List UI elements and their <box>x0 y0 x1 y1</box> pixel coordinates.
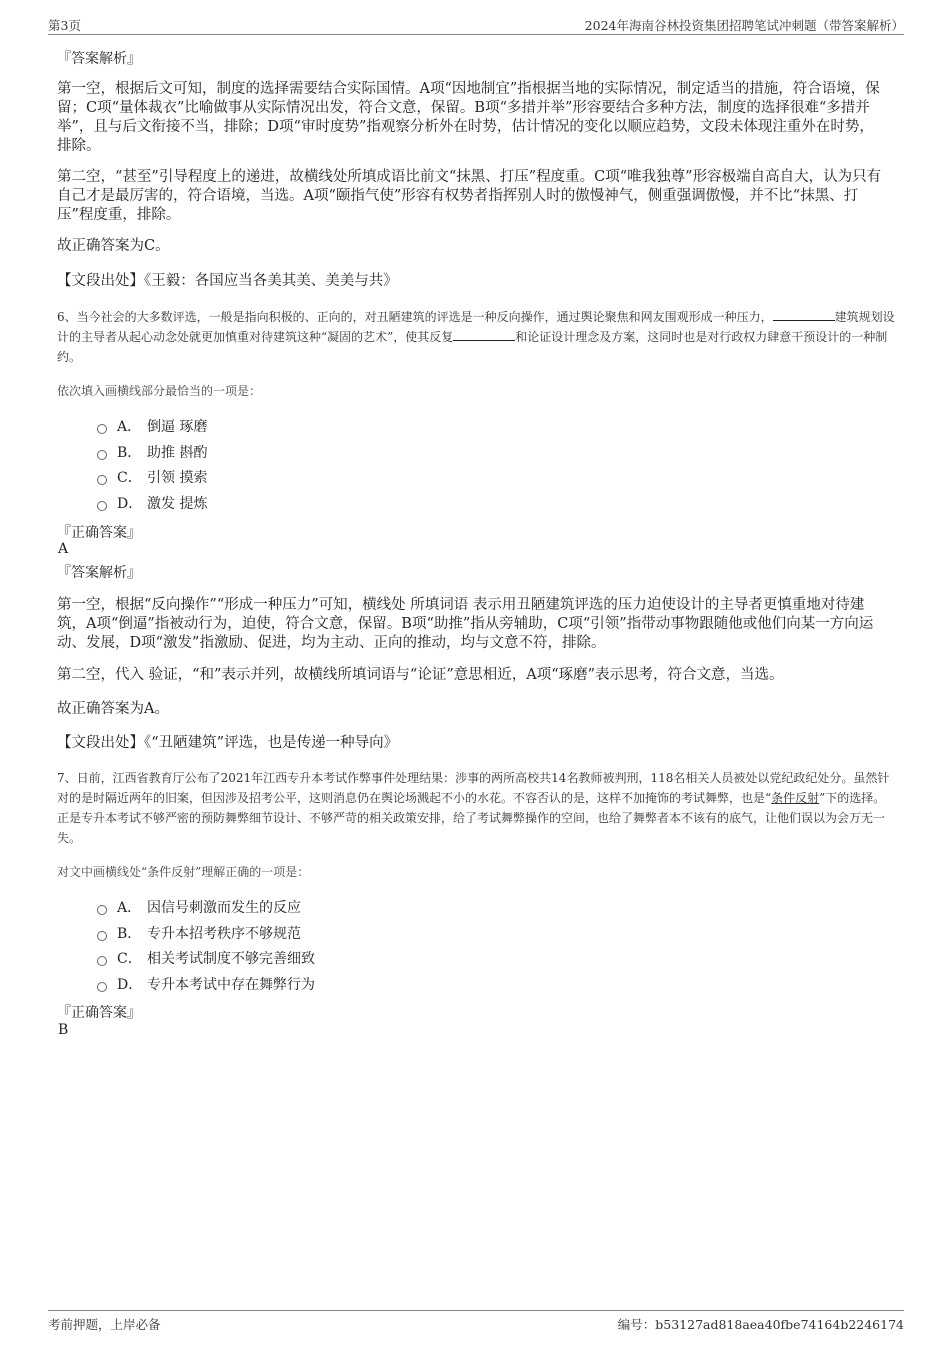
text-source: 【文段出处】《“丑陋建筑”评选，也是传递一种导向》 <box>57 735 399 751</box>
answer-conclusion: 故正确答案为A。 <box>57 701 169 717</box>
question-text: 建筑规划设计的主导者从起心动念处就更加慎重对待建筑这种“凝固的艺术”，使其反复 <box>57 310 895 344</box>
analysis-paragraph: 第一空，根据“反向操作”“形成一种压力”可知，横线处 所填词语 表示用丑陋建筑评选的压力迫使设计的主导者更慎重地对待建筑，A项“倒逼”指被动行为，迫使，符合文意，保留。B项“助推”指从旁辅助，C项“引领”指带动事物跟随他或他们向某一方向运动、发展，D项“激发”指激励、促进，均为主动、正向的推动，均与文意不符，排除。 <box>57 597 874 651</box>
radio-icon[interactable] <box>97 475 107 485</box>
option-letter: A． <box>117 900 142 916</box>
document-title: 2024年海南谷林投资集团招聘笔试冲刺题（带答案解析） <box>584 18 904 33</box>
option-b[interactable] <box>97 923 301 943</box>
radio-icon[interactable] <box>97 450 107 460</box>
option-text: 助推 斟酌 <box>147 445 208 461</box>
page-number: 第3页 <box>48 18 81 33</box>
option-letter: D． <box>117 496 143 512</box>
radio-icon[interactable] <box>97 905 107 915</box>
option-a[interactable] <box>97 897 301 917</box>
option-text: 相关考试制度不够完善细致 <box>147 951 315 967</box>
option-letter: C． <box>117 470 142 486</box>
question-text: 7、日前，江西省教育厅公布了2021年江西专升本考试作弊事件处理结果：涉事的两所高校共14名教师被判刑，118名相关人员被处以党纪政纪处分。虽然针对的是时隔近两年的旧案，但因涉及招考公平，这则消息仍在舆论场溅起不小的水花。不容否认的是，这样不加掩饰的考试舞弊，也是“ <box>57 771 890 805</box>
answer-analysis-label: 『答案解析』 <box>57 565 141 581</box>
document-id: 编号：b53127ad818aea40fbe74164b2246174 <box>617 1317 904 1332</box>
option-a[interactable] <box>97 416 207 436</box>
correct-answer: B <box>58 1022 69 1038</box>
option-letter: B． <box>117 445 142 461</box>
option-text: 激发 提炼 <box>147 496 208 512</box>
text-source: 【文段出处】《王毅：各国应当各美其美、美美与共》 <box>57 273 398 289</box>
question-text: 6、当今社会的大多数评选，一般是指向积极的、正向的，对丑陋建筑的评选是一种反向操作，通过舆论聚焦和网友围观形成一种压力， <box>57 310 773 324</box>
correct-answer-label: 『正确答案』 <box>57 525 141 541</box>
option-text: 专升本招考秩序不够规范 <box>147 926 301 942</box>
radio-icon[interactable] <box>97 956 107 966</box>
question-7-stem <box>57 768 897 848</box>
question-instruction: 依次填入画横线部分最恰当的一项是： <box>57 384 262 398</box>
question-text: 和论证设计理念及方案，这同时也是对行政权力肆意干预设计的一种制约。 <box>57 330 888 364</box>
analysis-paragraph: 第二空，“甚至”引导程度上的递进，故横线处所填成语比前文“抹黑、打压”程度重。C项“唯我独尊”形容极端自高自大，认为只有自己才是最厉害的，符合语境，当选。A项“颐指气使”形容有权势者指挥别人时的傲慢神气，侧重强调傲慢，并不比“抹黑、打压”程度重，排除。 <box>57 169 882 223</box>
radio-icon[interactable] <box>97 931 107 941</box>
underlined-phrase: 条件反射 <box>771 791 820 805</box>
question-6-stem <box>57 307 897 367</box>
answer-conclusion: 故正确答案为C。 <box>57 238 170 254</box>
option-b[interactable] <box>97 442 207 462</box>
option-letter: D． <box>117 977 143 993</box>
option-d[interactable] <box>97 493 207 513</box>
radio-icon[interactable] <box>97 982 107 992</box>
option-letter: C． <box>117 951 142 967</box>
radio-icon[interactable] <box>97 424 107 434</box>
answer-analysis-label: 『答案解析』 <box>57 51 141 67</box>
option-letter: A． <box>117 419 142 435</box>
option-d[interactable] <box>97 974 315 994</box>
correct-answer-label: 『正确答案』 <box>57 1005 141 1021</box>
correct-answer: A <box>58 541 69 557</box>
question-text: ”下的选择。正是专升本考试不够严密的预防舞弊细节设计、不够严苛的相关政策安排，给了考试舞弊操作的空间，也给了舞弊者本不该有的底气，让他们误以为会万无一失。 <box>57 791 886 845</box>
option-text: 倒逼 琢磨 <box>147 419 208 435</box>
option-text: 因信号刺激而发生的反应 <box>147 900 301 916</box>
option-c[interactable] <box>97 467 207 487</box>
question-instruction: 对文中画横线处“条件反射”理解正确的一项是： <box>57 865 310 879</box>
option-text: 专升本考试中存在舞弊行为 <box>147 977 315 993</box>
footer-slogan: 考前押题，上岸必备 <box>48 1317 161 1332</box>
page-footer <box>48 1310 904 1333</box>
option-c[interactable] <box>97 948 315 968</box>
fill-blank <box>773 308 835 321</box>
option-letter: B． <box>117 926 142 942</box>
analysis-paragraph: 第二空，代入 验证，“和”表示并列，故横线所填词语与“论证”意思相近，A项“琢磨”表示思考，符合文意，当选。 <box>57 667 784 683</box>
page-header <box>48 14 904 35</box>
analysis-paragraph: 第一空，根据后文可知，制度的选择需要结合实际国情。A项“因地制宜”指根据当地的实际情况，制定适当的措施，符合语境，保留；C项“量体裁衣”比喻做事从实际情况出发，符合文意，保留。B项“多措并举”形容要结合多种方法，制度的选择很难“多措并举”，且与后文衔接不当，排除；D项“审时度势”指观察分析外在时势，估计情况的变化以顺应趋势，文段未体现注重外在时势，排除。 <box>57 81 880 154</box>
fill-blank <box>453 328 515 341</box>
radio-icon[interactable] <box>97 501 107 511</box>
option-text: 引领 摸索 <box>147 470 208 486</box>
